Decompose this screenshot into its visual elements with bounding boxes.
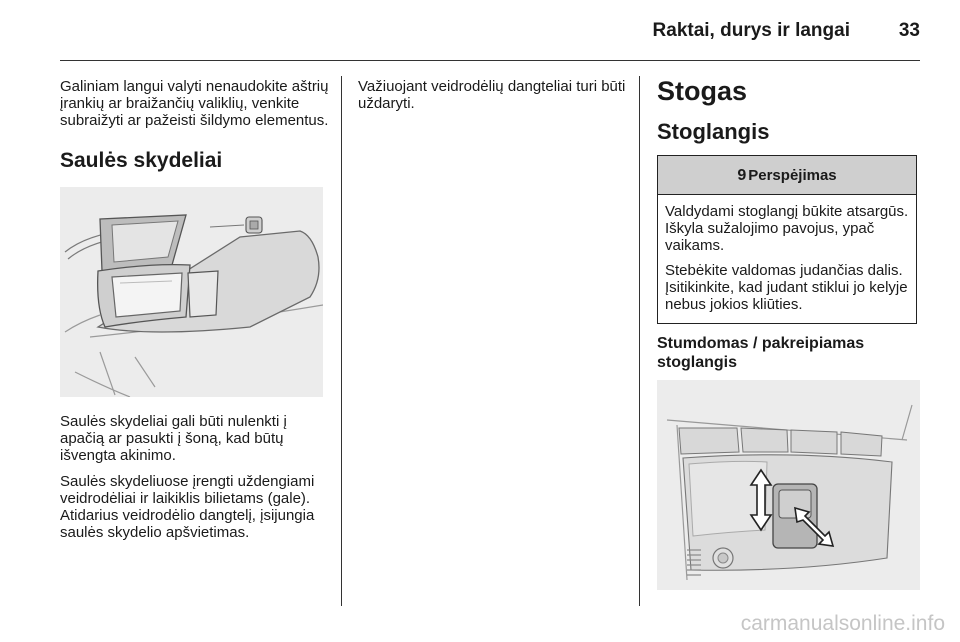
section-heading-roof: Stogas bbox=[657, 76, 748, 106]
subheading-sliding-tilting-sunroof: Stumdomas / pakreipiamas stoglangis bbox=[657, 335, 865, 371]
sun-visor-mirror-description: Saulės skydeliuose įrengti uždengiami veidrodėliai ir laikiklis bilietams (gale). Atidarius veidrodėlio dangtelį, įsijungia saulės skydelio apšvietimas. bbox=[60, 473, 315, 541]
running-header-title: Raktai, durys ir langai bbox=[652, 20, 850, 41]
middle-column bbox=[358, 78, 633, 121]
warning-box bbox=[657, 155, 917, 324]
mirror-cover-note: Važiuojant veidrodėlių dangteliai turi būti uždaryti. bbox=[358, 78, 626, 112]
right-column bbox=[657, 76, 922, 594]
header-divider bbox=[60, 60, 920, 61]
column-divider-right bbox=[639, 76, 640, 606]
column-divider-left bbox=[341, 76, 342, 606]
sun-visor-description: Saulės skydeliai gali būti nulenkti į apačią ar pasukti į šoną, kad būtų išvengta akinimo. bbox=[60, 413, 287, 464]
warning-header bbox=[658, 156, 916, 195]
section-heading-sun-visors: Saulės skydeliai bbox=[60, 149, 223, 172]
warning-triangle-icon: 9 bbox=[737, 166, 747, 184]
warning-label: Perspėjimas bbox=[748, 166, 837, 184]
warning-text-1: Valdydami stoglangį būkite atsargūs. Iškyla sužalojimo pavojus, ypač vaikams. bbox=[665, 203, 909, 254]
page-number: 33 bbox=[898, 20, 920, 41]
left-column bbox=[60, 78, 335, 550]
rear-window-note: Galiniam langui valyti nenaudokite aštrių įrankių ar braižančių valiklių, venkite subraižyti ar pažeisti šildymo elementus. bbox=[60, 78, 329, 129]
sunroof-switch-illustration bbox=[657, 380, 922, 594]
subsection-heading-sunroof: Stoglangis bbox=[657, 119, 770, 144]
watermark: carmanualsonline.info bbox=[740, 612, 945, 635]
sun-visor-illustration bbox=[60, 187, 323, 397]
warning-text-2: Stebėkite valdomas judančias dalis. Įsitikinkite, kad judant stiklui jo kelyje nebus jokios kliūties. bbox=[665, 262, 908, 313]
warning-body bbox=[658, 195, 916, 323]
